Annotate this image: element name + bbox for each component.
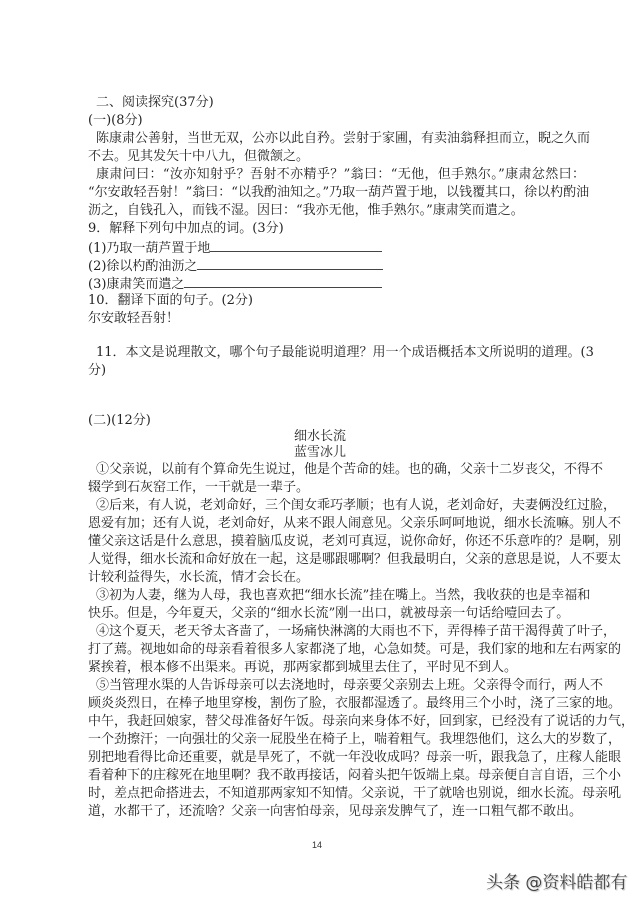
article-line: ⑤当管理水渠的人告诉母亲可以去浇地时，母亲要父亲别去上班。父亲得令而行，两人不 xyxy=(96,678,604,693)
answer-blank[interactable] xyxy=(210,238,382,252)
question-11: 11．本文是说理散文，哪个句子最能说明道理？用一个成语概括本文所说明的道理。(3 xyxy=(96,345,594,360)
section-title: 二、阅读探究(37分) xyxy=(96,95,214,110)
q9-item-text: (3)康肃笑而遣之 xyxy=(88,277,185,292)
question-9: 9．解释下列句中加点的词。(3分) xyxy=(88,221,284,236)
q9-item-3 xyxy=(88,274,585,294)
article-line: 看着种下的庄稼死在地里啊？我不敢再接话，闷着头把午饭端上桌。母亲便自言自语，三个小 xyxy=(88,768,622,783)
part2-heading: (二)(12分) xyxy=(88,413,151,428)
question-11-cont: 分) xyxy=(88,363,107,378)
article-line: 时，差点把命搭进去，不知道那两家知不知情。父亲说，干了就啥也别说，细水长流。母亲吼 xyxy=(88,786,622,801)
page-number: 14 xyxy=(312,840,323,850)
watermark: 头条 @资料皓都有 xyxy=(486,873,628,893)
part1-heading: (一)(8分) xyxy=(88,113,143,128)
article-line: 人觉得，细水长流和命好放在一起，这是哪跟哪啊？但我最明白，父亲的意思是说，人不要太 xyxy=(88,552,622,567)
q9-item-1 xyxy=(88,238,585,258)
answer-blank[interactable] xyxy=(184,274,382,288)
q10-sentence: 尔安敢轻吾射！ xyxy=(88,311,180,326)
passage-line: 不去。见其发矢十中八九，但微颔之。 xyxy=(88,149,310,164)
question-10: 10．翻译下面的句子。(2分) xyxy=(88,293,253,308)
passage-line: 沥之，自钱孔入，而钱不湿。因曰：“我亦无他，惟手熟尔。”康肃笑而遣之。 xyxy=(88,203,524,218)
article-line: 计较利益得失，水长流，情才会长在。 xyxy=(88,570,310,585)
article-line: 打了蔫。视地如命的母亲看着很多人家都浇了地，心急如焚。可是，我们家的地和左右两家的 xyxy=(88,642,622,657)
article-line: 辍学到石灰窑工作，一干就是一辈子。 xyxy=(88,480,310,495)
article-line: ④这个夏天，老天爷太吝啬了，一场痛快淋漓的大雨也不下，弄得棒子苗干渴得黄了叶子， xyxy=(96,624,617,639)
article-title: 细水长流 xyxy=(293,429,346,444)
article-line: 顾炎炎烈日，在棒子地里穿梭，割伤了脸，衣服都湿透了。最终用三个小时，浇了三家的地。 xyxy=(88,696,622,711)
article-line: 别把地看得比命还重要，就是旱死了，不就一年没收成吗？母亲一听，跟我急了，庄稼人能眼 xyxy=(88,750,622,765)
article-line: 道，水都干了，还流啥？父亲一向害怕母亲，见母亲发脾气了，连一口粗气都不敢出。 xyxy=(88,804,583,819)
article-line: 一个劲擦汗；一向强壮的父亲一屁股坐在椅子上，喘着粗气。我埋怨他们，这么大的岁数了， xyxy=(88,732,622,747)
passage-line: 康肃问曰：“汝亦知射乎？吾射不亦精乎？”翁曰：“无他，但手熟尔。”康肃忿然曰： xyxy=(96,167,585,182)
article-line: 恩爱有加；还有人说，老刘命好，从来不跟人闹意见。父亲乐呵呵地说，细水长流嘛。别人不 xyxy=(88,516,622,531)
article-line: 紧挨着，根本修不出渠来。再说，那两家都到城里去住了，平时见不到人。 xyxy=(88,660,518,675)
passage-line: “尔安敢轻吾射！”翁曰：“以我酌油知之。”乃取一葫芦置于地，以钱覆其口，徐以杓酌油 xyxy=(88,185,590,200)
article-line: ②后来，有人说，老刘命好，三个闺女乖巧孝顺；也有人说，老刘命好，夫妻俩没红过脸， xyxy=(96,498,617,513)
article-line: ③初为人妻，继为人母，我也喜欢把“细水长流”挂在嘴上。当然，我收获的也是幸福和 xyxy=(96,588,591,603)
q9-item-text: (1)乃取一葫芦置于地 xyxy=(88,241,211,256)
q9-item-text: (2)徐以杓酌油沥之 xyxy=(88,259,198,274)
q9-item-2 xyxy=(88,256,585,276)
article-author: 蓝雪冰儿 xyxy=(293,445,346,460)
article-line: 懂父亲这话是什么意思，摸着脑瓜皮说，老刘可真逗，说你命好，你还不乐意咋的？是啊，别 xyxy=(88,534,622,549)
article-line: 中午，我赶回娘家，替父母准备好午饭。母亲向来身体不好，回到家，已经没有了说话的力气， xyxy=(88,714,635,729)
passage-line: 陈康肃公善射，当世无双，公亦以此自矜。尝射于家圃，有卖油翁释担而立，睨之久而 xyxy=(96,131,591,146)
article-line: ①父亲说，以前有个算命先生说过，他是个苦命的娃。也的确，父亲十二岁丧父，不得不 xyxy=(96,462,604,477)
article-line: 快乐。但是，今年夏天，父亲的“细水长流”刚一出口，就被母亲一句话给噎回去了。 xyxy=(88,606,570,621)
answer-blank[interactable] xyxy=(197,256,383,270)
